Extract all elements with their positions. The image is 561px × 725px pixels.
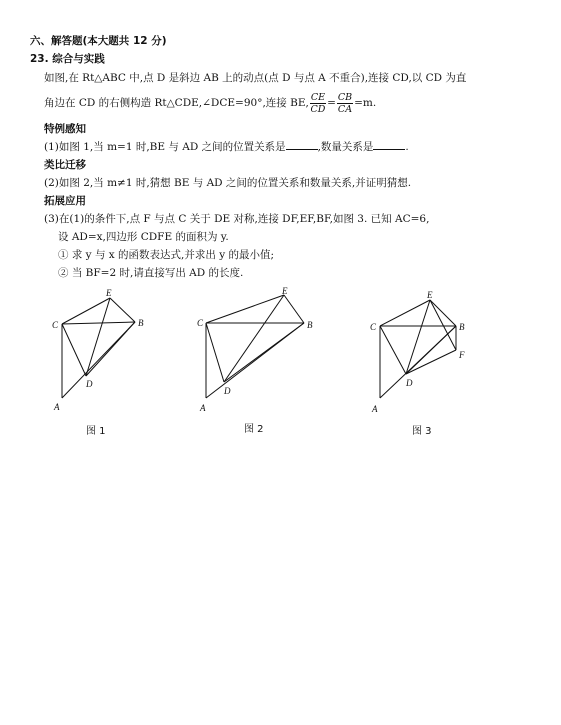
problem-title: 23. 综合与实践: [30, 53, 105, 65]
fraction-cb-ca-denominator: CA: [337, 103, 353, 115]
fig3-label-b: B: [459, 322, 465, 332]
part3-subquestion-2: ② 当 BF=2 时,请直接写出 AD 的长度.: [58, 267, 244, 279]
fig2-label-d: D: [224, 386, 231, 396]
problem-intro-line1: 如图,在 Rt△ABC 中,点 D 是斜边 AB 上的动点(点 D 与点 A 不重合),连接 CD,以 CD 为直: [44, 72, 467, 84]
figure-3-caption: 图 3: [412, 426, 432, 437]
part3-heading: 拓展应用: [44, 195, 86, 207]
part3-subquestion-1: ① 求 y 与 x 的函数表达式,并求出 y 的最小值;: [58, 249, 275, 261]
part3-question-line1: (3)在(1)的条件下,点 F 与点 C 关于 DE 对称,连接 DF,EF,BF,如图 3. 已知 AC=6,: [44, 213, 430, 225]
figure-2-caption: 图 2: [244, 424, 264, 435]
fig3-label-d: D: [406, 378, 413, 388]
fig2-label-b: B: [307, 320, 313, 330]
problem-intro-line2: 角边在 CD 的右侧构造 Rt△CDE,∠DCE=90°,连接 BE, $\frac{CE}{CD}$ = $\frac{CB}{CA}$ =m.: [44, 91, 377, 115]
part1-question: [44, 140, 409, 154]
part1-text-b: ,数量关系是: [317, 141, 374, 153]
figure-3-diagram: [366, 288, 476, 418]
part2-question: (2)如图 2,当 m≠1 时,猜想 BE 与 AD 之间的位置关系和数量关系,并证明猜想.: [44, 177, 412, 189]
fig3-label-e: E: [427, 290, 433, 300]
fraction-ce-cd-denominator: CD: [310, 103, 326, 115]
problem-intro-line2-text: 角边在 CD 的右侧构造 Rt△CDE,∠DCE=90°,连接 BE,: [44, 97, 309, 109]
problem-intro-line2-end: =m.: [354, 97, 377, 109]
fig1-label-d: D: [86, 379, 93, 389]
fig3-label-c: C: [370, 322, 377, 332]
fig2-label-e: E: [282, 286, 288, 296]
part1-heading: 特例感知: [44, 123, 86, 135]
section-heading: 六、解答题(本大题共 12 分): [30, 35, 167, 47]
fraction-ce-cd: [310, 92, 326, 115]
part3-question-line2: 设 AD=x,四边形 CDFE 的面积为 y.: [58, 231, 229, 243]
figure-2-diagram: [194, 285, 324, 415]
fraction-cb-ca-numerator: CB: [337, 91, 353, 103]
part1-text-c: .: [405, 141, 409, 153]
fig2-label-a: A: [200, 403, 206, 413]
fig3-label-a: A: [372, 404, 378, 414]
figure-1-diagram: [48, 288, 158, 416]
answer-blank-quantity: [373, 140, 405, 150]
part1-text-a: (1)如图 1,当 m=1 时,BE 与 AD 之间的位置关系是: [44, 141, 286, 153]
fig3-label-f: F: [459, 350, 465, 360]
fig1-label-a: A: [54, 402, 60, 412]
fig1-label-e: E: [106, 288, 112, 298]
fig1-label-c: C: [52, 320, 59, 330]
fig2-label-c: C: [197, 318, 204, 328]
part2-heading: 类比迁移: [44, 159, 86, 171]
fig1-label-b: B: [138, 318, 144, 328]
figure-1-caption: 图 1: [86, 426, 106, 437]
fraction-cb-ca: [337, 92, 353, 115]
fraction-ce-cd-numerator: CE: [310, 91, 326, 103]
answer-blank-position: [286, 140, 318, 150]
